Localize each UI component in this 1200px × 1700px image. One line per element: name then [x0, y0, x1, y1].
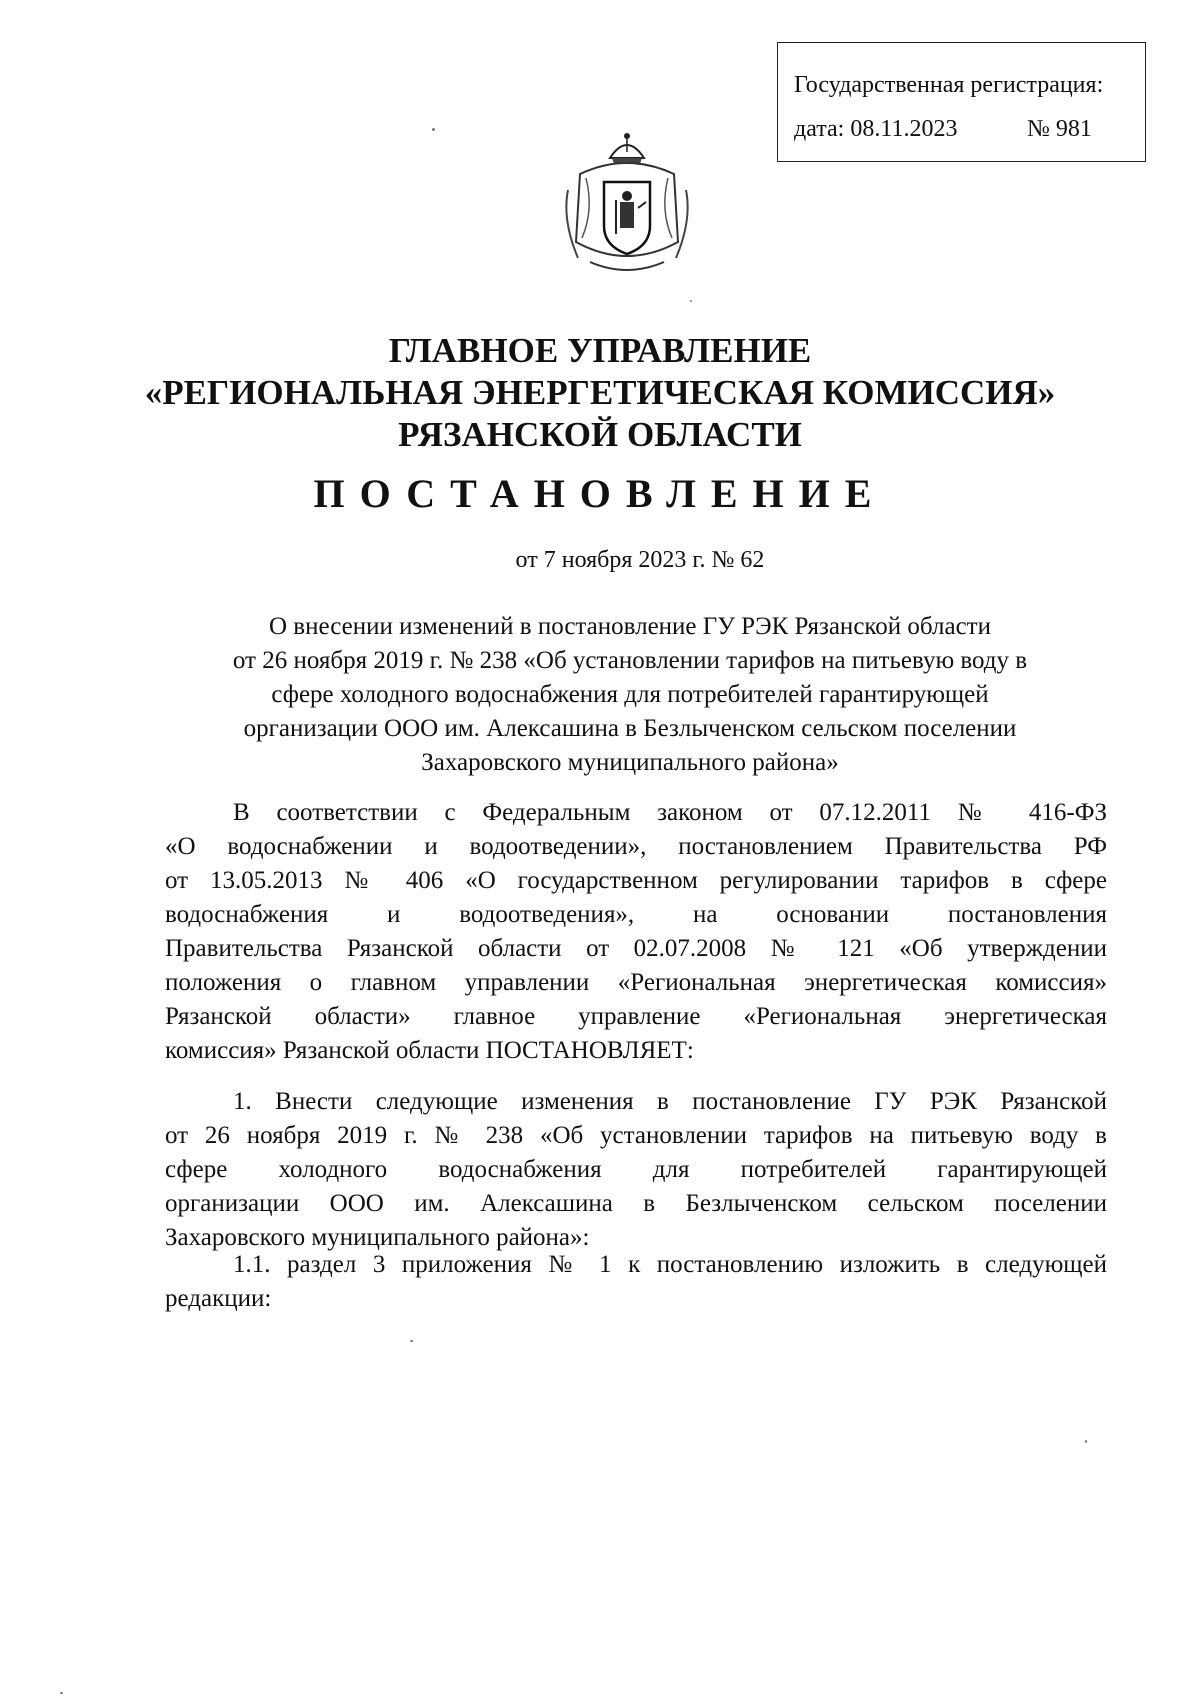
issuing-authority: [100, 330, 1100, 456]
clause-1-line: сфере холодного водоснабжения для потребителей гарантирующей: [165, 1156, 1107, 1183]
authority-line: РЯЗАНСКОЙ ОБЛАСТИ: [398, 415, 802, 454]
registration-title: Государственная регистрация:: [794, 72, 1104, 98]
subject-line: О внесении изменений в постановление ГУ РЭК Рязанской области: [269, 613, 991, 640]
clause-1-1-paragraph: [165, 1248, 1107, 1316]
registration-number: № 981: [1027, 116, 1092, 142]
registration-date-row: [794, 107, 1145, 151]
registration-stamp: [777, 42, 1146, 162]
authority-line: «РЕГИОНАЛЬНАЯ ЭНЕРГЕТИЧЕСКАЯ КОМИССИЯ»: [144, 373, 1056, 412]
scan-speck: [60, 1692, 63, 1694]
authority-line: ГЛАВНОЕ УПРАВЛЕНИЕ: [388, 331, 812, 370]
clause-1-line: от 26 ноября 2019 г. № 238 «Об установлении тарифов на питьевую воду в: [165, 1122, 1107, 1149]
clause-1-1-line: редакции:: [165, 1285, 272, 1312]
subject-line: сфере холодного водоснабжения для потребителей гарантирующей: [271, 681, 989, 708]
scan-speck: [1085, 1440, 1087, 1443]
preamble-line: положения о главном управлении «Региональная энергетическая комиссия»: [165, 969, 1107, 996]
preamble-line: Рязанской области» главное управление «Региональная энергетическая: [165, 1003, 1107, 1030]
clause-1-1-line: 1.1. раздел 3 приложения № 1 к постановлению изложить в следующей: [233, 1251, 1107, 1278]
subject-line: от 26 ноября 2019 г. № 238 «Об установлении тарифов на питьевую воду в: [232, 647, 1028, 674]
clause-1-line: 1. Внести следующие изменения в постановление ГУ РЭК Рязанской: [233, 1088, 1107, 1115]
document-subject: [150, 610, 1110, 780]
scan-speck: [410, 1340, 413, 1342]
preamble-line: комиссия» Рязанской области ПОСТАНОВЛЯЕТ:: [165, 1037, 694, 1064]
document-date-number: от 7 ноября 2023 г. № 62: [515, 547, 765, 573]
clause-1-line: Захаровского муниципального района»:: [165, 1224, 590, 1251]
registration-date: дата: 08.11.2023: [794, 116, 958, 142]
preamble-line: Правительства Рязанской области от 02.07.2008 № 121 «Об утверждении: [165, 935, 1107, 962]
clause-1-line: организации ООО им. Алексашина в Безлыченском сельском поселении: [165, 1190, 1107, 1217]
subject-line: организации ООО им. Алексашина в Безлыченском сельском поселении: [243, 715, 1017, 742]
preamble-line: водоснабжения и водоотведения», на основании постановления: [165, 901, 1107, 928]
preamble-paragraph: [165, 796, 1107, 1068]
preamble-line: от 13.05.2013 № 406 «О государственном регулировании тарифов в сфере: [165, 867, 1107, 894]
preamble-line: «О водоснабжении и водоотведении», постановлением Правительства РФ: [165, 833, 1107, 860]
preamble-line: В соответствии с Федеральным законом от 07.12.2011 № 416-ФЗ: [233, 799, 1107, 826]
subject-line: Захаровского муниципального района»: [421, 749, 839, 776]
scan-speck: [432, 128, 435, 131]
scan-speck: [690, 300, 692, 302]
clause-1-paragraph: [165, 1085, 1107, 1255]
document-type: ПОСТАНОВЛЕНИЕ: [313, 471, 887, 516]
coat-of-arms-icon: [560, 130, 694, 278]
